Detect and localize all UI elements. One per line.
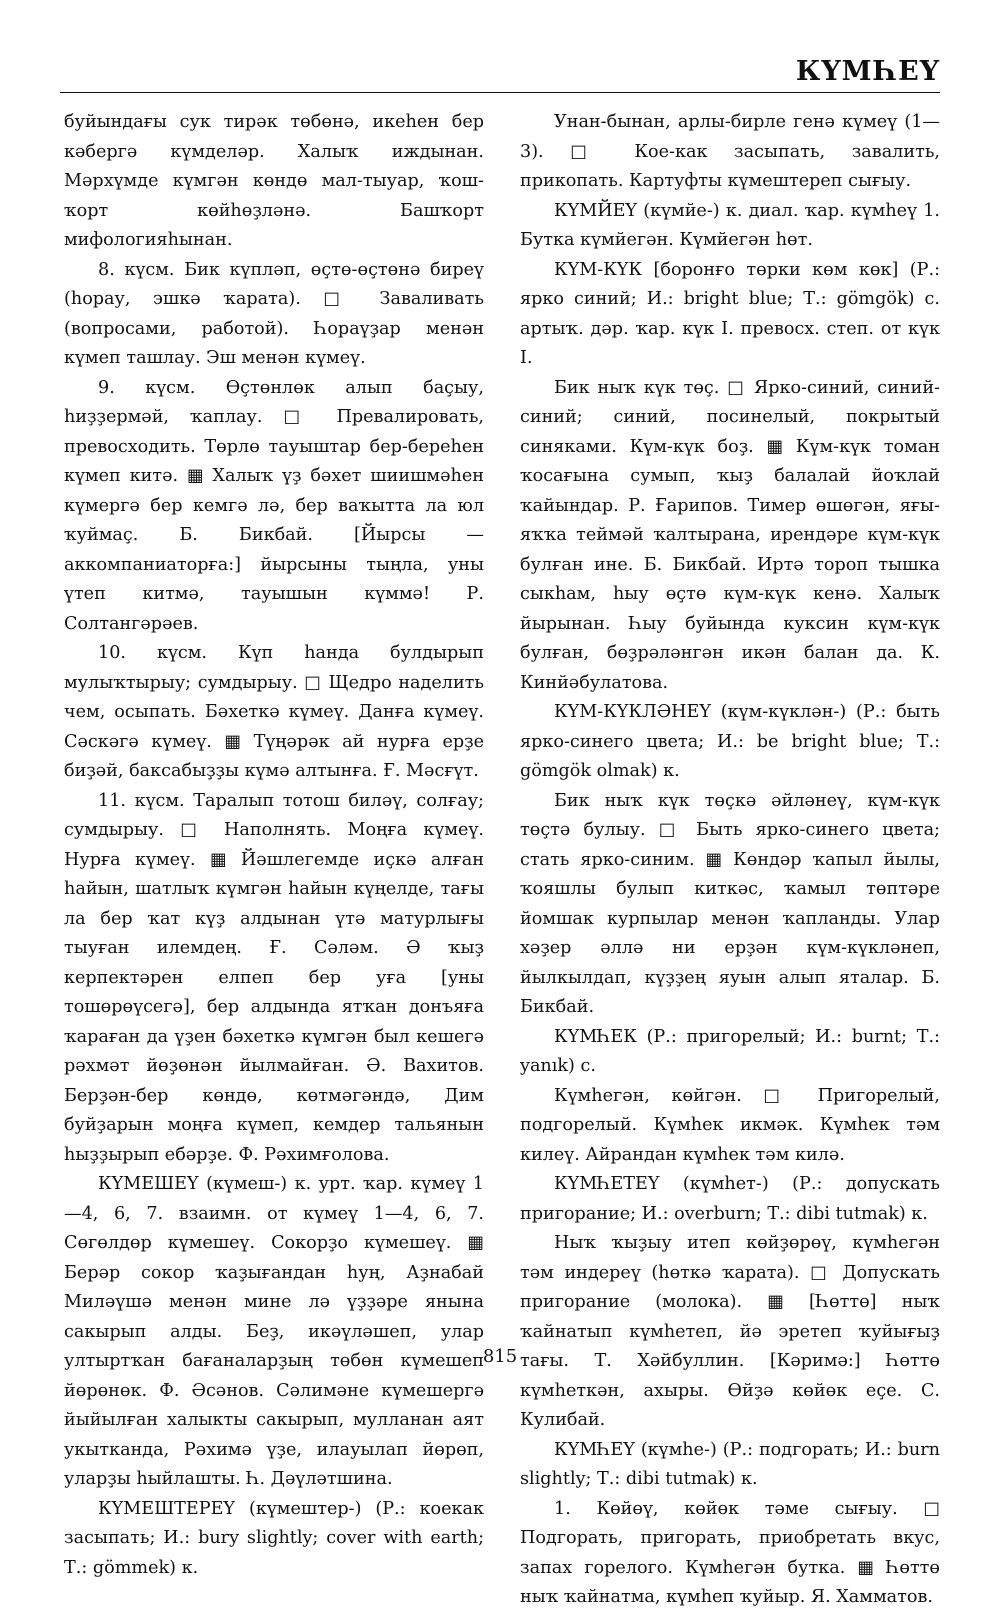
entry-paragraph: Унан-бынан, арлы-бирле генә күмеү (1—3). □ Кое-как засыпать, завалить, прикопать. Картуфты күмештереп сығыу. bbox=[520, 112, 940, 191]
entry-paragraph: 11. күсм. Таралып тотош биләү, солғау; сумдырыу. □ Наполнять. Моңға күмеү. Нурға күмеү. ▦ Йәшлегемде иҫкә алған һайын, шатлыҡ күмгән һайын күңелде, тағы ла бер ҡат күҙ алдынан үтә матурлығы тыуған илемдең. Ғ. Сәләм. Ә ҡыҙ керпектәрен елпеп бер уға [уны тошөрөүсегә], бер алдында ятҡан донъяға ҡараған да үҙен бәхеткә күмгән был кешегә рәхмәт йөҙөнән йылмайған. Ә. Вахитов. Берҙән-бер көндө, көтмәгәндә, Дим буйҙарын моңға күмеп, кемдер тальянын һыҙҙырып ебәрҙе. Ф. Рәхимғолова. bbox=[64, 790, 484, 1165]
entry-paragraph: Күмһегән, көйгән. □ Пригорелый, подгорелый. Күмһек икмәк. Күмһек тәм килеү. Айрандан күмһек тәм килә. bbox=[520, 1085, 940, 1165]
entry-paragraph: КҮМ-КҮК [боронғо төрки көм көк] (Р.: ярко синий; И.: bright blue; Т.: gömgök) с. артыҡ. дәр. ҡар. күк I. превосх. степ. от күк I. bbox=[520, 259, 940, 368]
entry-paragraph: Бик ныҡ күк төҫкә әйләнеү, күм-күк төҫтә булыу. □ Быть ярко-синего цвета; стать ярко-синим. ▦ Көндәр ҡапыл йылы, ҡояшлы булып киткәс, ҡамыл төптәре йомшак курпылар менән ҡапланды. Улар хәҙер әллә ни ерҙән күм-күкләнеп, йылкылдап, күҙҙең яуын алып яталар. Б. Бикбай. bbox=[520, 790, 940, 1017]
entry-paragraph: Ныҡ ҡыҙыу итеп көйҙөрөү, күмһегән тәм индереү (һөткә ҡарата). □ Допускать пригорание (молока). ▦ [Һөттө] ныҡ ҡайнатып күмһетеп, йә эретеп ҡуйығыҙ тағы. Т. Хәйбуллин. [Кәримә:] Һөттө күмһеткән, ахыры. Өйҙә көйөк еҫе. С. Кулибай. bbox=[520, 1233, 940, 1430]
entry-paragraph: КҮМҺЕТЕҮ (күмһет-) (Р.: допускать пригорание; И.: overburn; Т.: dibi tutmak) к. bbox=[520, 1174, 940, 1224]
page-number: 815 bbox=[482, 1346, 518, 1367]
entry-paragraph: 1. Көйөү, көйөк тәме сығыу. □ Подгорать, пригорать, приобретать вкус, запах горелого. Күмһегән бутка. ▦ Һөттө ныҡ ҡайнатма, күмһеп ҡуйыр. Я. Хамматов. bbox=[520, 1498, 940, 1607]
entry-paragraph: КҮМ-КҮКЛӘНЕҮ (күм-күклән-) (Р.: быть ярко-синего цвета; И.: be bright blue; Т.: gömgök olmak) к. bbox=[520, 702, 940, 781]
entry-paragraph: буйындағы сук тирәк төбөнә, икеһен бер кәбергә күмделәр. Халыҡ иждынан. Мәрхүмде күмгән көндө мал-тыуар, ҡош-ҡорт көйһөҙләнә. Башҡорт мифологияһынан. bbox=[64, 112, 484, 250]
running-head: КҮМҺЕҮ bbox=[795, 56, 940, 87]
entry-paragraph: КҮМЕШЕҮ (күмеш-) к. урт. ҡар. күмеү 1—4, 6, 7. взаимн. от күмеү 1—4, 6, 7. Сөгөлдөр күмешеү. Сокорҙо күмешеү. ▦ Берәр сокор ҡаҙығандан һуң, Аҙнабай Миләүшә менән мине лә үҙҙәре янына сакырып алды. Беҙ, икәүләшеп, улар ултыртҡан бағаналарҙың төбөн күмешеп йөрөнөк. Ф. Әсәнов. Сәлимәне күмешергә йыйылған халыкты сакырып, мулланан аят укытканда, Рәхимә үҙе, илауылап йөрөп, уларҙы һыйлашты. Һ. Дәүләтшина. bbox=[64, 1174, 484, 1489]
entry-paragraph: Бик ныҡ күк төҫ. □ Ярко-синий, синий-синий; синий, посинелый, покрытый синяками. Күм-күк боҙ. ▦ Күм-күк томан ҡосағына сумып, ҡыҙ балалай йоҡлай ҡайындар. Р. Ғарипов. Тимер өшөгән, яғы-яҡҡа теймәй ҡалтырана, ирендәре күм-күк булған ине. Б. Бикбай. Иртә тороп тышка сыкһам, һыу өҫтө күм-күк кенә. Халыҡ йырынан. Һыу буйында куксин күм-күк булған, бөҙрәләнгән икән балан да. К. Кинйәбулатова. bbox=[520, 377, 940, 693]
entry-paragraph: 9. күсм. Өҫтөнлөк алып баҫыу, һиҙҙермәй, ҡаплау. □ Превалировать, превосходить. Төрлө тауыштар бер-береһен күмеп китә. ▦ Халыҡ үҙ бәхет шиишмәһен күмергә бер кемгә лә, бер ваҡытта ла юл ҡуймаҫ. Б. Бикбай. [Йырсы — аккомпаниаторға:] йырсыны тыңла, уны үтеп китмә, тауышын күммә! Р. Солтангәрәев. bbox=[64, 377, 484, 634]
header-rule bbox=[60, 92, 940, 93]
entry-paragraph: 8. күсм. Бик күпләп, өҫтө-өҫтөнә биреү (һорау, эшкә ҡарата). □ Заваливать (вопросами, работой). Һораүҙар менән күмеп ташлау. Эш менән күмеү. bbox=[64, 259, 484, 368]
right-column bbox=[520, 108, 940, 1613]
entry-paragraph: КҮМЙЕҮ (күмйе-) к. диал. ҡар. күмһеү 1. Бутка күмйегән. Күмйегән һөт. bbox=[520, 200, 940, 250]
entry-paragraph: КҮМҺЕК (Р.: пригорелый; И.: burnt; Т.: yanık) с. bbox=[520, 1026, 940, 1076]
entry-paragraph: КҮМЕШТЕРЕҮ (күмештер-) (Р.: коекак засыпать; И.: bury slightly; cover with earth; Т.: gömmek) к. bbox=[64, 1498, 484, 1578]
entry-paragraph: 10. күсм. Күп һанда булдырып мулыҡтырыу; сумдырыу. □ Щедро наделить чем, осыпать. Бәхеткә күмеү. Данға күмеү. Сәскәгә күмеү. ▦ Түңәрәк ай нурға ерҙе биҙәй, баксабыҙҙы күмә алтынға. Ғ. Мәсғүт. bbox=[64, 643, 484, 781]
entry-paragraph: КҮМҺЕҮ (күмһе-) (Р.: подгорать; И.: burn slightly; Т.: dibi tutmak) к. bbox=[520, 1439, 940, 1489]
